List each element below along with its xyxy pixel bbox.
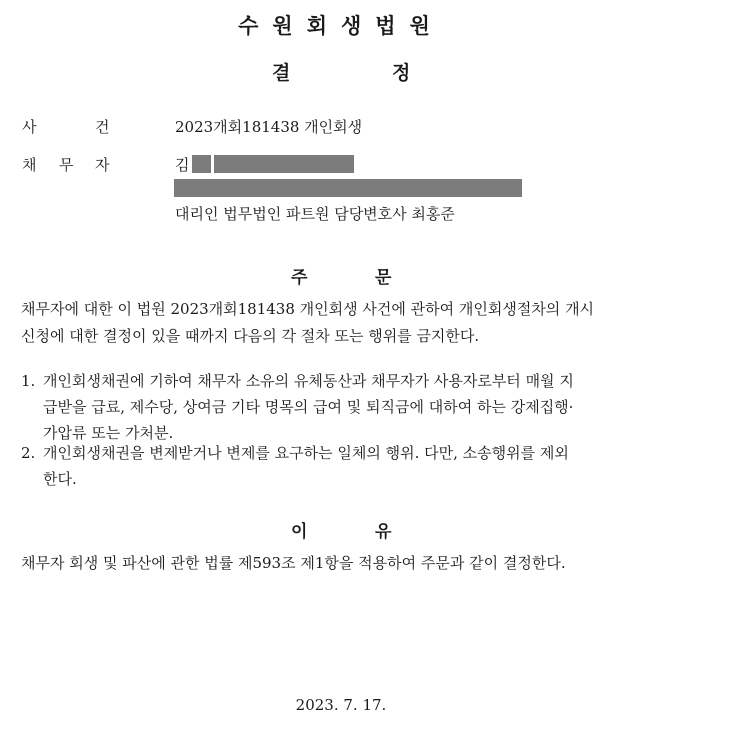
case-label-char: 건 [95,118,110,136]
order-item-line: 급받을 급료, 제수당, 상여금 기타 명목의 급여 및 퇴직금에 대하여 하는 강제집행· [43,398,574,416]
debtor-label-char: 무 [59,156,74,174]
debtor-name-prefix: 김 [175,156,190,174]
order-heading-char: 주 [291,268,308,288]
debtor-agent: 대리인 법무법인 파트원 담당변호사 최홍준 [175,205,455,223]
case-label-char: 사 [22,118,37,136]
document-type-char: 정 [392,62,411,84]
debtor-label-char: 채 [22,156,37,174]
order-item-line: 개인회생채권을 변제받거나 변제를 요구하는 일체의 행위. 다만, 소송행위를 제외 [43,444,569,462]
reason-text: 채무자 회생 및 파산에 관한 법률 제593조 제1항을 적용하여 주문과 같이 결정한다. [21,554,566,572]
reason-heading-char: 유 [375,522,392,542]
redacted-name-block [214,155,354,173]
order-item-line: 가압류 또는 가처분. [43,424,174,442]
order-intro-line: 신청에 대한 결정이 있을 때까지 다음의 각 절차 또는 행위를 금지한다. [21,327,480,345]
reason-heading-char: 이 [291,522,308,542]
order-item-number: 2. [21,444,36,462]
court-name: 수원회생법원 [238,14,444,38]
order-item-line: 개인회생채권에 기하여 채무자 소유의 유체동산과 채무자가 사용자로부터 매월 지 [43,372,574,390]
redacted-name-block [192,155,211,173]
order-item-number: 1. [21,372,36,390]
order-item-line: 한다. [43,470,77,488]
redacted-address-block [174,179,522,197]
order-intro-line: 채무자에 대한 이 법원 2023개회181438 개인회생 사건에 관하여 개인회생절차의 개시 [21,300,595,318]
document-type-char: 결 [272,62,291,84]
order-heading-char: 문 [375,268,392,288]
decision-date: 2023. 7. 17. [295,696,387,714]
debtor-label-char: 자 [95,156,110,174]
order-intro [21,296,594,350]
case-number: 2023개회181438 개인회생 [175,118,363,136]
